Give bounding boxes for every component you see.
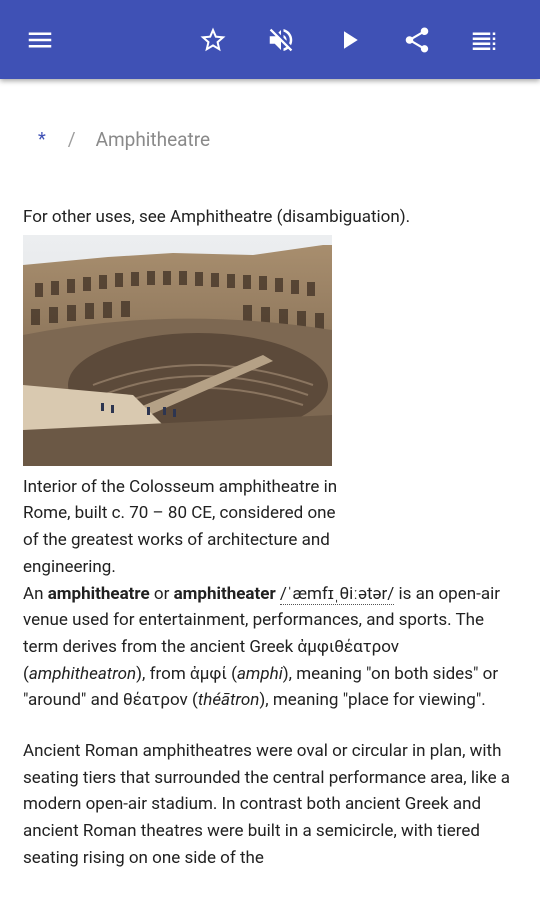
intro-text-5: ), meaning "on both sides" or "around" and θέατρον ( [23,663,499,711]
colosseum-image[interactable] [23,235,332,466]
second-paragraph: Ancient Roman amphitheatres were oval or circular in plan, with seating tiers that surrounded the central performance area, like a modern open-air stadium. In contrast both ancient Greek and ancient Roman theatres were built in a semicircle, with tiered seating rising on one side of the [23,741,511,868]
intro-text-6: ), meaning "place for viewing". [259,690,486,711]
star-icon [198,25,228,55]
term-amphitheatron: amphitheatron [28,663,137,684]
term-amphitheatre: amphitheatre [47,583,150,604]
menu-button[interactable] [18,18,62,62]
share-icon [402,25,432,55]
breadcrumb [38,128,210,151]
colosseum-photo [23,235,332,466]
term-amphitheater: amphitheater [173,583,276,604]
article-content [23,204,518,872]
contents-button[interactable] [462,18,506,62]
intro-paragraph [23,581,518,715]
ipa-pronunciation[interactable]: /ˈæmfɪˌθiːətər/ [279,583,395,604]
list-icon [469,25,499,55]
intro-text-1: An [23,583,48,604]
menu-icon [25,25,55,55]
hatnote[interactable]: For other uses, see Amphitheatre (disambiguation). [23,207,411,227]
mute-button[interactable] [259,18,303,62]
app-bar [0,0,540,79]
play-button[interactable] [327,18,371,62]
breadcrumb-home-link[interactable]: * [38,129,46,150]
intro-text-3: is an open-air venue used for entertainment, performances, and sports. The term derives from the ancient Greek ἀμφιθέατρον ( [23,583,500,684]
breadcrumb-separator: / [67,128,76,151]
intro-text-4: ), from ἀμφί ( [136,663,237,684]
favorite-button[interactable] [191,18,235,62]
term-theatron: théātron [197,690,260,711]
volume-off-icon [266,25,296,55]
image-caption: Interior of the Colosseum amphitheatre in Rome, built c. 70 – 80 CE, considered one of the greatest works of architecture and engineering. [23,476,338,577]
play-icon [334,25,364,55]
share-button[interactable] [395,18,439,62]
breadcrumb-current: Amphitheatre [95,128,211,151]
intro-text-2: or [149,583,174,604]
term-amphi: amphi [236,663,283,684]
